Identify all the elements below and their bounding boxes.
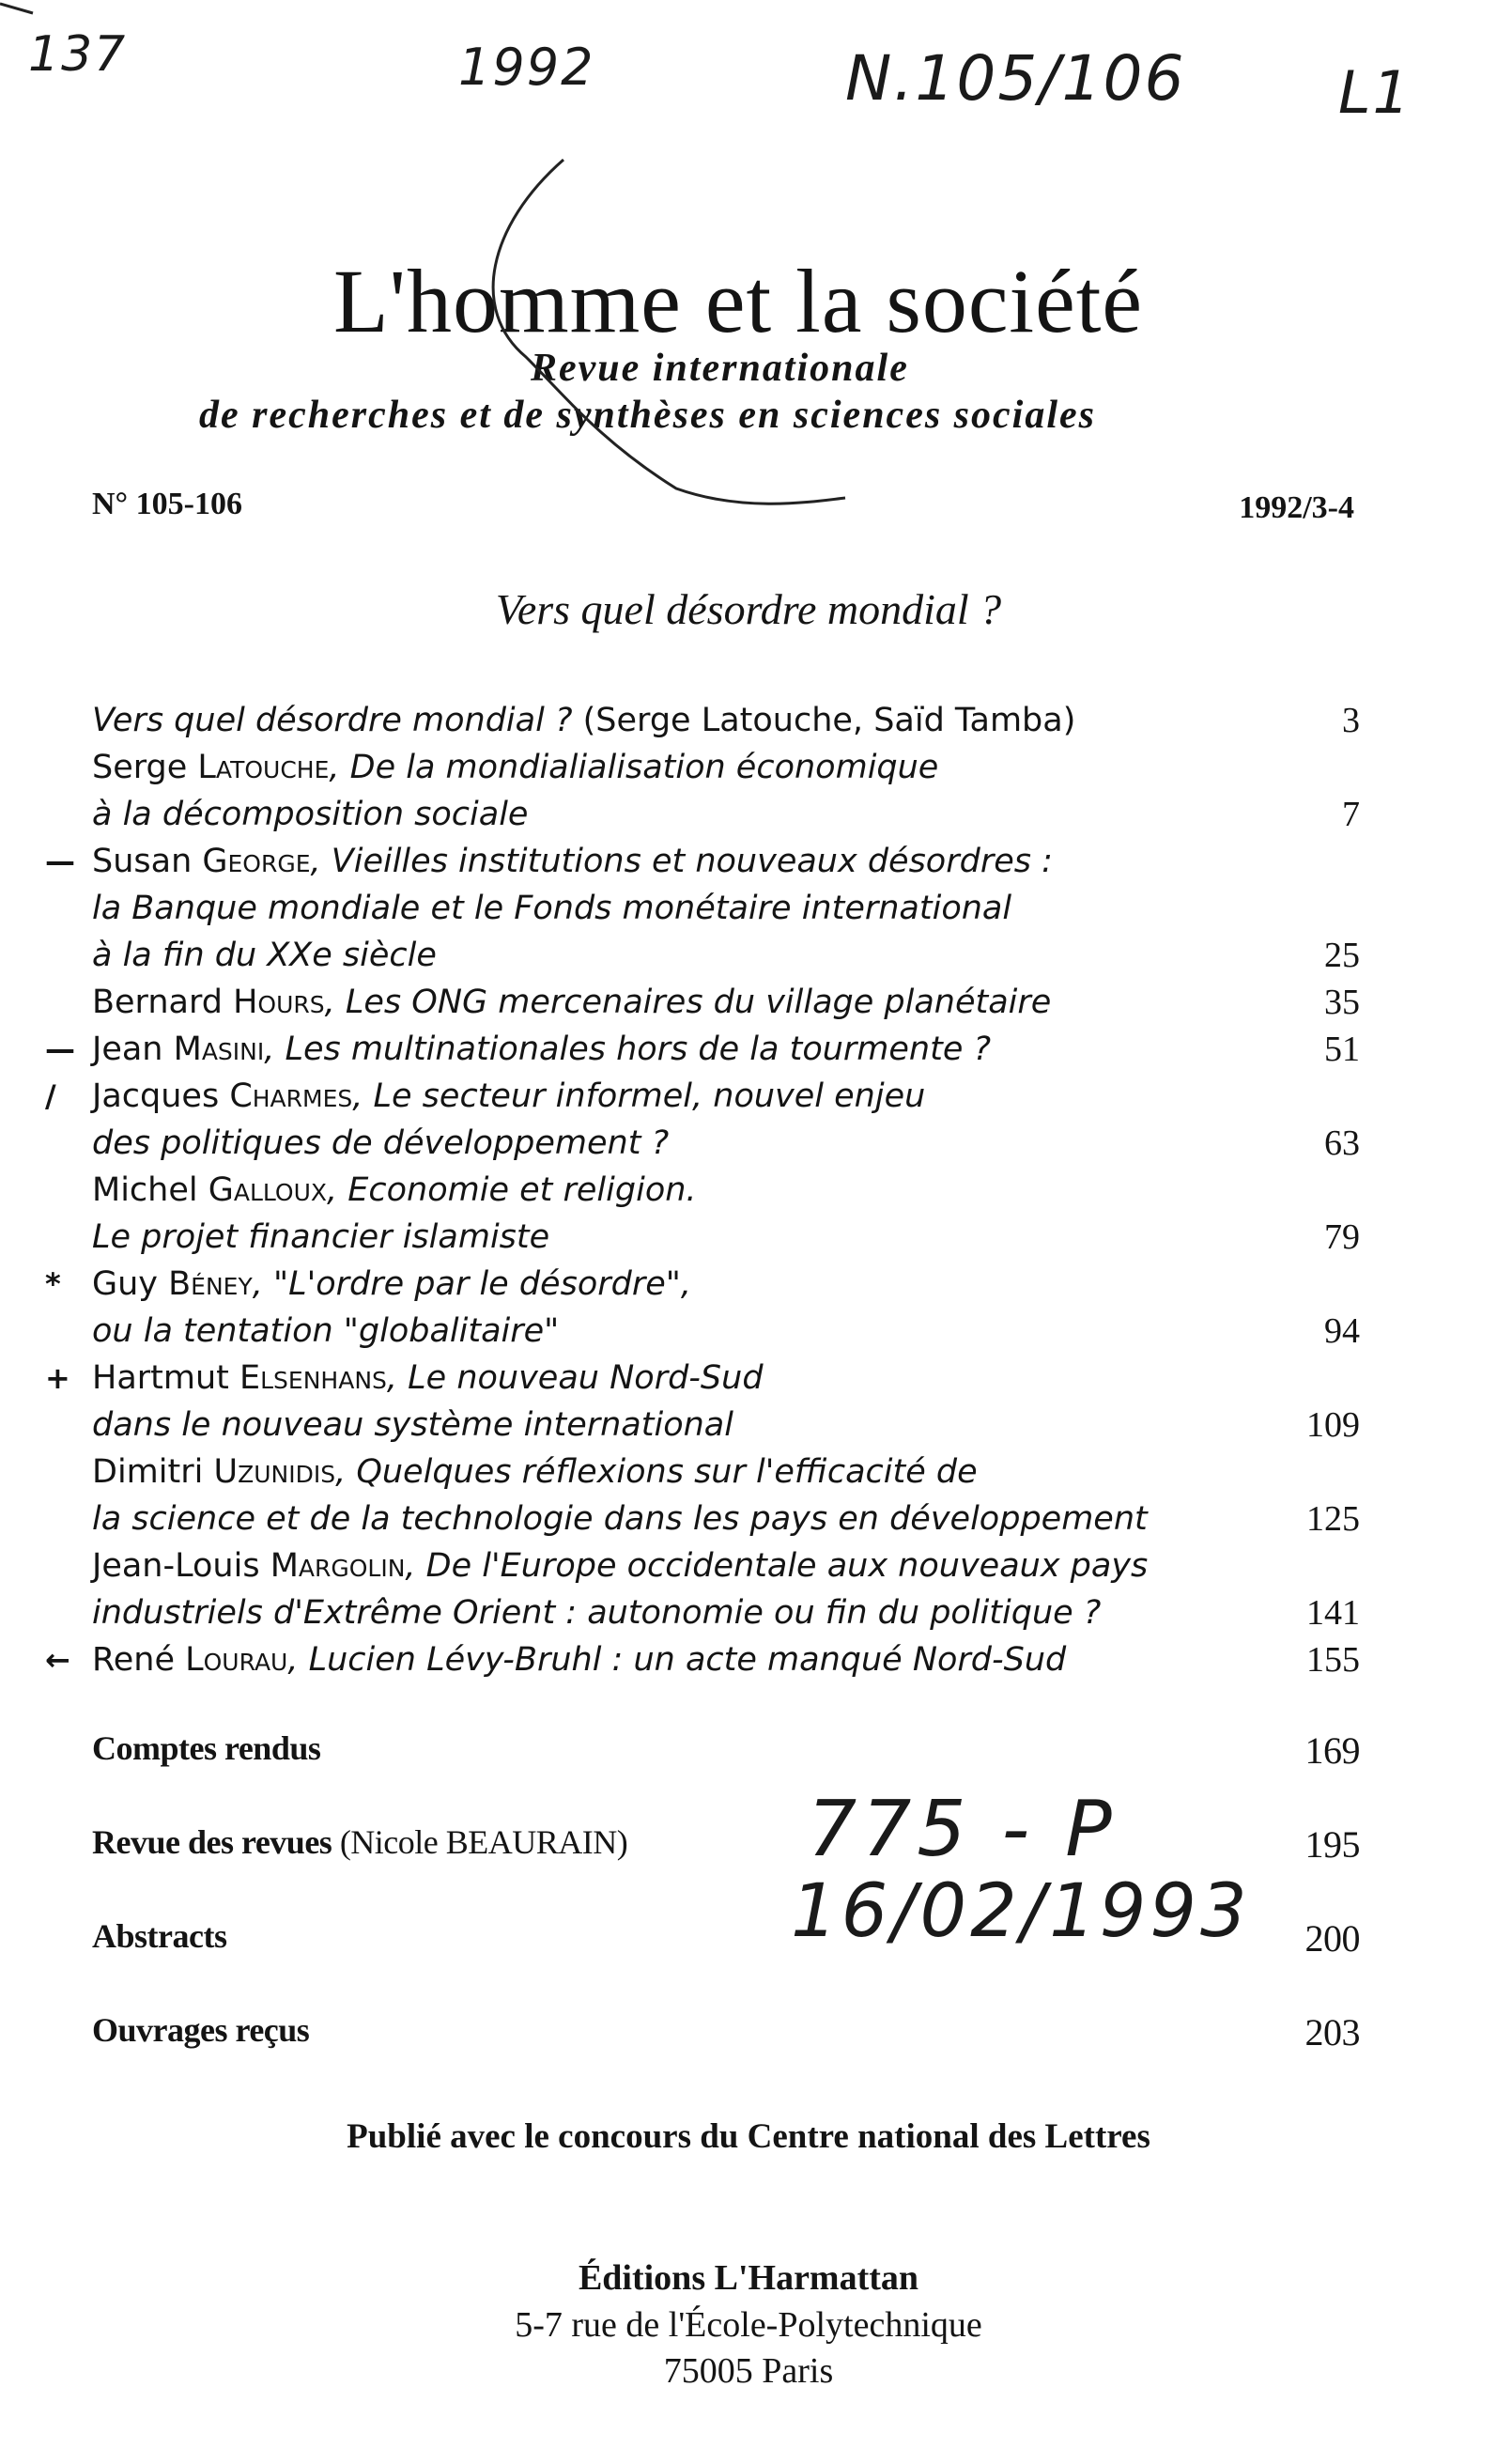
toc-entry-text (92, 979, 1051, 1026)
article-title: la Banque mondiale et le Fonds monétaire international (92, 890, 1012, 927)
page-number: 63 (1324, 1124, 1360, 1163)
toc-entry-text (92, 838, 1053, 885)
toc-entry-text (92, 1073, 925, 1120)
publisher-address: 5-7 rue de l'École-Polytechnique (515, 2305, 982, 2345)
toc-entry-text (92, 1402, 733, 1449)
toc-entry-text (92, 1214, 549, 1261)
toc-entry-text (92, 1167, 697, 1214)
author-last-name: Elsenhans (239, 1359, 387, 1397)
author-first-name: René (92, 1641, 186, 1679)
toc-entry-text (92, 791, 528, 838)
section-label: Revue des revues (92, 1823, 332, 1861)
toc-entry-text (92, 1026, 991, 1073)
article-title: industriels d'Extrême Orient : autonomie ou fin du politique ? (92, 1594, 1102, 1632)
author-last-name: Charmes (229, 1077, 353, 1115)
toc-entry-text (92, 1355, 764, 1402)
toc-entry-text (92, 932, 437, 979)
handwritten-lot: L1 (1338, 58, 1412, 127)
section-entry (92, 2010, 1360, 2057)
page-number: 141 (1306, 1593, 1360, 1633)
handwritten-margin-mark: * (45, 1266, 61, 1302)
author-last-name: George (202, 843, 311, 880)
author-first-name: Dimitri (92, 1453, 214, 1491)
page-number: 3 (1342, 701, 1360, 740)
author-last-name: Béney (168, 1265, 253, 1303)
publisher-city: 75005 Paris (663, 2351, 834, 2391)
page-number: 7 (1342, 795, 1360, 834)
page-number: 169 (1304, 1729, 1360, 1772)
handwritten-margin-mark: — (45, 844, 75, 879)
article-title: , Le nouveau Nord-Sud (386, 1359, 764, 1397)
author-first-name: Serge (92, 749, 198, 786)
support-note: Publié avec le concours du Centre national des Lettres (347, 2117, 1150, 2156)
handwritten-margin-mark: ← (45, 1642, 70, 1678)
toc-entry-text (92, 1542, 1148, 1589)
page-number: 35 (1324, 983, 1360, 1022)
handwritten-margin-mark: + (45, 1360, 70, 1396)
article-title: , Economie et religion. (327, 1171, 697, 1209)
toc-entry-text (92, 744, 938, 791)
section-entry (92, 1822, 1360, 1869)
author-first-name: Guy (92, 1265, 169, 1303)
page-number: 195 (1304, 1823, 1360, 1866)
author-last-name: Latouche (197, 749, 330, 786)
article-note: (Serge Latouche, Saïd Tamba) (572, 702, 1076, 739)
toc-entry-text (92, 1261, 691, 1308)
author-first-name: Jean (92, 1031, 174, 1068)
section-author: (Nicole BEAURAIN) (332, 1823, 628, 1861)
publisher-name: Éditions L'Harmattan (578, 2258, 919, 2298)
author-last-name: Uzunidis (213, 1453, 336, 1491)
article-title: , De l'Europe occidentale aux nouveaux pays (405, 1547, 1149, 1585)
corner-mark (0, 4, 33, 13)
handwritten-year: 1992 (458, 38, 595, 97)
author-last-name: Hours (233, 984, 325, 1021)
handwritten-issue-ref: N.105/106 (845, 42, 1186, 115)
toc-entry-text (92, 1495, 1148, 1542)
page-number: 125 (1306, 1499, 1360, 1539)
page-number: 25 (1324, 936, 1360, 975)
section-entry (92, 1728, 1360, 1775)
journal-subtitle-line2: de recherches et de synthèses en sciences sociales (199, 394, 1096, 437)
article-title: , Les ONG mercenaires du village planétaire (324, 984, 1052, 1021)
section-label: Ouvrages reçus (92, 2011, 310, 2049)
toc-entry-text (92, 697, 1075, 744)
journal-subtitle-line1: Revue internationale (531, 347, 909, 390)
article-title: ou la tentation "globalitaire" (92, 1312, 560, 1350)
author-first-name: Susan (92, 843, 203, 880)
issue-number: N° 105-106 (92, 487, 242, 521)
issue-theme: Vers quel désordre mondial ? (495, 585, 1002, 633)
article-title: à la fin du XXe siècle (92, 937, 437, 974)
article-title: , Les multinationales hors de la tourmente ? (264, 1031, 992, 1068)
article-title: Vers quel désordre mondial ? (92, 702, 573, 739)
page-number: 94 (1324, 1311, 1360, 1351)
article-title: , "L'ordre par le désordre", (252, 1265, 691, 1303)
handwritten-accession-number: 775 - P (808, 1785, 1118, 1874)
author-first-name: Michel (92, 1171, 208, 1209)
author-last-name: Margolin (270, 1547, 406, 1585)
handwritten-accession-date: 16/02/1993 (791, 1869, 1251, 1954)
handwritten-margin-mark: — (45, 1031, 75, 1067)
toc-entry-text (92, 1449, 978, 1495)
article-title: , Quelques réflexions sur l'efficacité de (335, 1453, 978, 1491)
page-number: 109 (1306, 1405, 1360, 1445)
author-first-name: Jean-Louis (92, 1547, 270, 1585)
author-first-name: Jacques (92, 1077, 230, 1115)
article-title: , De la mondialialisation économique (329, 749, 939, 786)
page-number: 155 (1306, 1640, 1360, 1680)
toc-entry-text (92, 885, 1011, 932)
article-title: la science et de la technologie dans les pays en développement (92, 1500, 1148, 1538)
article-title: , Lucien Lévy-Bruhl : un acte manqué Nord-Sud (287, 1641, 1067, 1679)
journal-title: L'homme et la société (333, 251, 1143, 351)
toc-entry-text (92, 1636, 1066, 1683)
author-first-name: Hartmut (92, 1359, 240, 1397)
toc-entry-text (92, 1308, 559, 1355)
toc-entry-text (92, 1120, 669, 1167)
issue-date: 1992/3-4 (1239, 490, 1354, 525)
toc-entry-text (92, 1589, 1101, 1636)
article-title: à la décomposition sociale (92, 796, 529, 833)
article-title: , Le secteur informel, nouvel enjeu (352, 1077, 926, 1115)
handwritten-shelf-number: 137 (28, 26, 128, 83)
section-label: Comptes rendus (92, 1729, 321, 1767)
section-label: Abstracts (92, 1917, 227, 1955)
author-last-name: Galloux (208, 1171, 328, 1209)
page-number: 200 (1304, 1917, 1360, 1960)
handwritten-margin-mark: / (45, 1078, 56, 1114)
article-title: des politiques de développement ? (92, 1124, 670, 1162)
article-title: , Vieilles institutions et nouveaux désordres : (310, 843, 1053, 880)
author-last-name: Masini (173, 1031, 265, 1068)
article-title: Le projet financier islamiste (92, 1218, 550, 1256)
page-number: 203 (1304, 2011, 1360, 2053)
author-first-name: Bernard (92, 984, 234, 1021)
author-last-name: Lourau (185, 1641, 288, 1679)
page-number: 51 (1324, 1030, 1360, 1069)
page-number: 79 (1324, 1217, 1360, 1257)
article-title: dans le nouveau système international (92, 1406, 733, 1444)
